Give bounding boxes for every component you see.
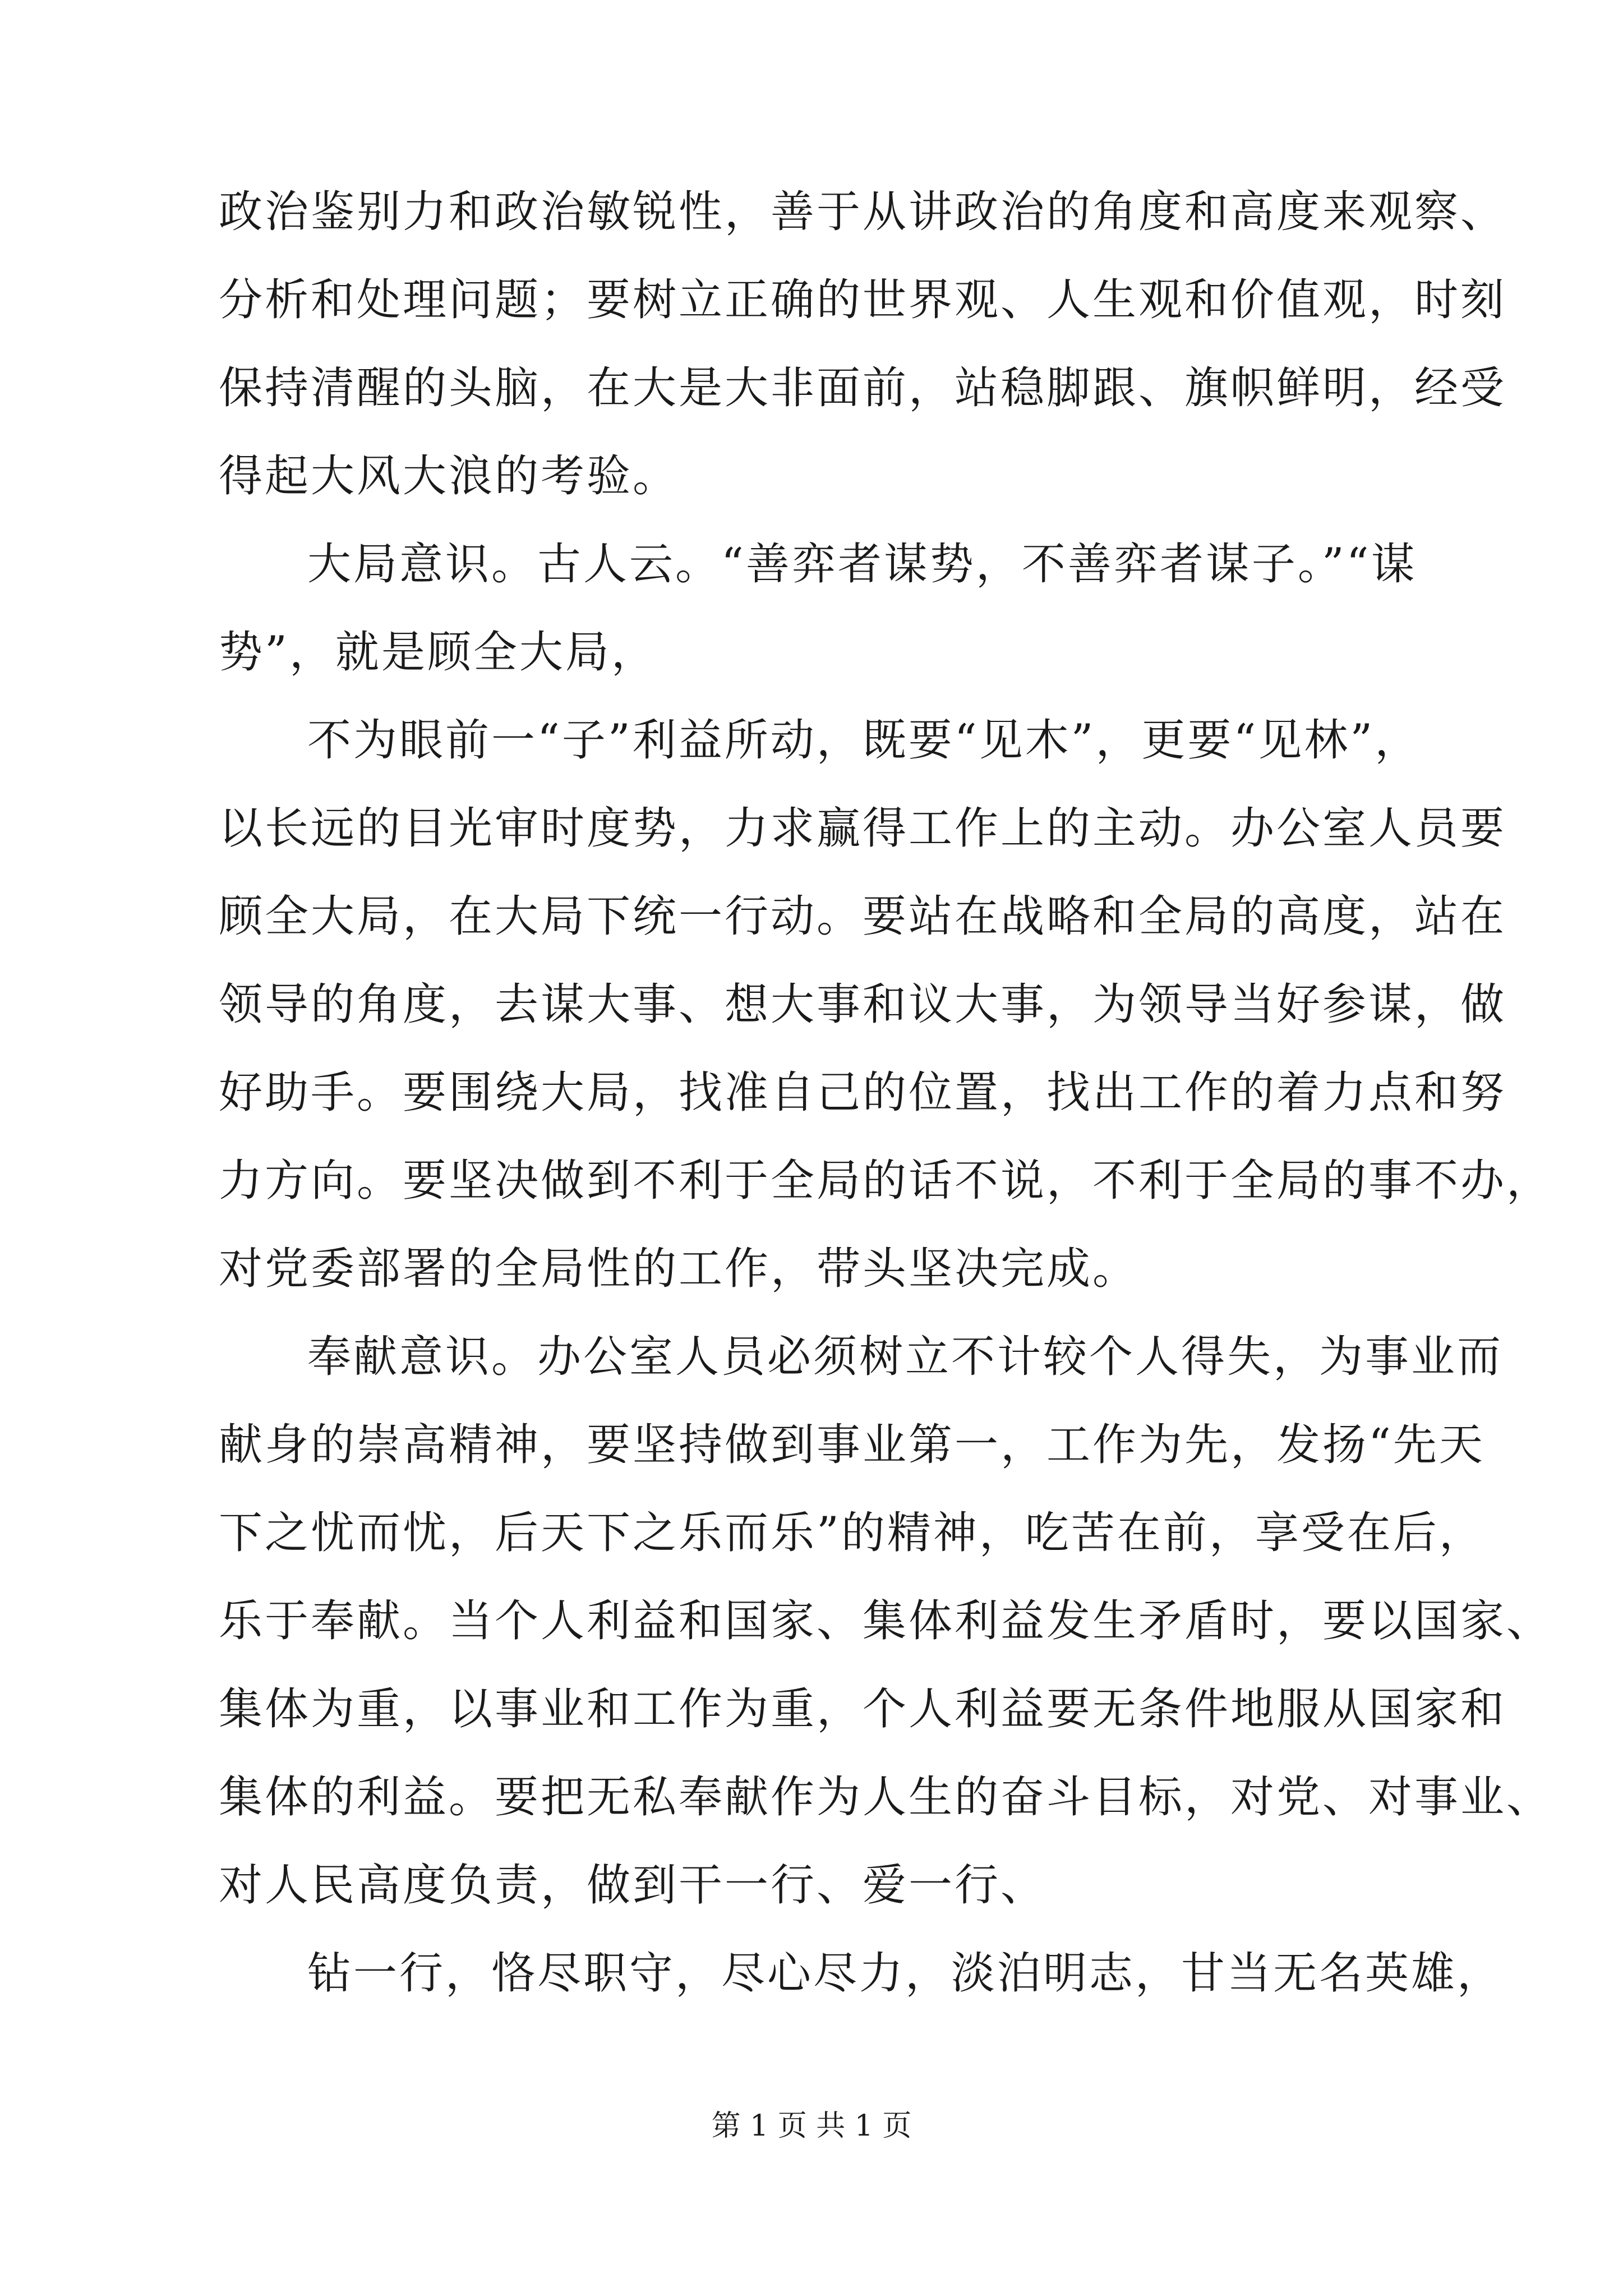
text-line: 势”，就是顾全大局， bbox=[219, 627, 657, 678]
text-line: 好助手。要围绕大局，找准自己的位置，找出工作的着力点和努 bbox=[219, 1068, 1507, 1118]
text-line: 大局意识。古人云。“善弈者谋势，不善弈者谋子。”“谋 bbox=[307, 539, 1417, 590]
text-line: 不为眼前一“子”利益所动，既要“见木”，更要“见林”， bbox=[307, 715, 1421, 766]
text-line: 下之忧而忧，后天下之乐而乐”的精神，吃苦在前，享受在后， bbox=[219, 1508, 1485, 1558]
text-line: 力方向。要坚决做到不利于全局的话不说，不利于全局的事不办， bbox=[219, 1156, 1553, 1206]
text-line: 以长远的目光审时度势，力求赢得工作上的主动。办公室人员要 bbox=[219, 803, 1507, 854]
text-line: 对人民高度负责，做到干一行、爱一行、 bbox=[219, 1860, 1047, 1911]
text-line: 保持清醒的头脑，在大是大非面前，站稳脚跟、旗帜鲜明，经受 bbox=[219, 363, 1507, 413]
text-line: 顾全大局，在大局下统一行动。要站在战略和全局的高度，站在 bbox=[219, 891, 1507, 942]
text-line: 政治鉴别力和政治敏锐性，善于从讲政治的角度和高度来观察、 bbox=[219, 187, 1507, 237]
text-line: 集体为重，以事业和工作为重，个人利益要无条件地服从国家和 bbox=[219, 1684, 1507, 1734]
document-body bbox=[219, 168, 1553, 2018]
text-line: 对党委部署的全局性的工作，带头坚决完成。 bbox=[219, 1244, 1139, 1294]
text-line: 献身的崇高精神，要坚持做到事业第一，工作为先，发扬“先天 bbox=[219, 1420, 1485, 1470]
page-footer bbox=[0, 2106, 1623, 2146]
text-line: 乐于奉献。当个人利益和国家、集体利益发生矛盾时，要以国家、 bbox=[219, 1596, 1553, 1646]
text-line: 奉献意识。办公室人员必须树立不计较个人得失，为事业而 bbox=[307, 1332, 1504, 1382]
text-line: 领导的角度，去谋大事、想大事和议大事，为领导当好参谋，做 bbox=[219, 979, 1507, 1030]
text-line: 分析和处理问题；要树立正确的世界观、人生观和价值观，时刻 bbox=[219, 275, 1507, 325]
page-number: 第 1 页 共 1 页 bbox=[711, 2109, 912, 2143]
text-line: 集体的利益。要把无私奉献作为人生的奋斗目标，对党、对事业、 bbox=[219, 1772, 1553, 1823]
text-line: 钻一行，恪尽职守，尽心尽力，淡泊明志，甘当无名英雄， bbox=[307, 1948, 1504, 1999]
text-line: 得起大风大浪的考验。 bbox=[219, 451, 679, 501]
